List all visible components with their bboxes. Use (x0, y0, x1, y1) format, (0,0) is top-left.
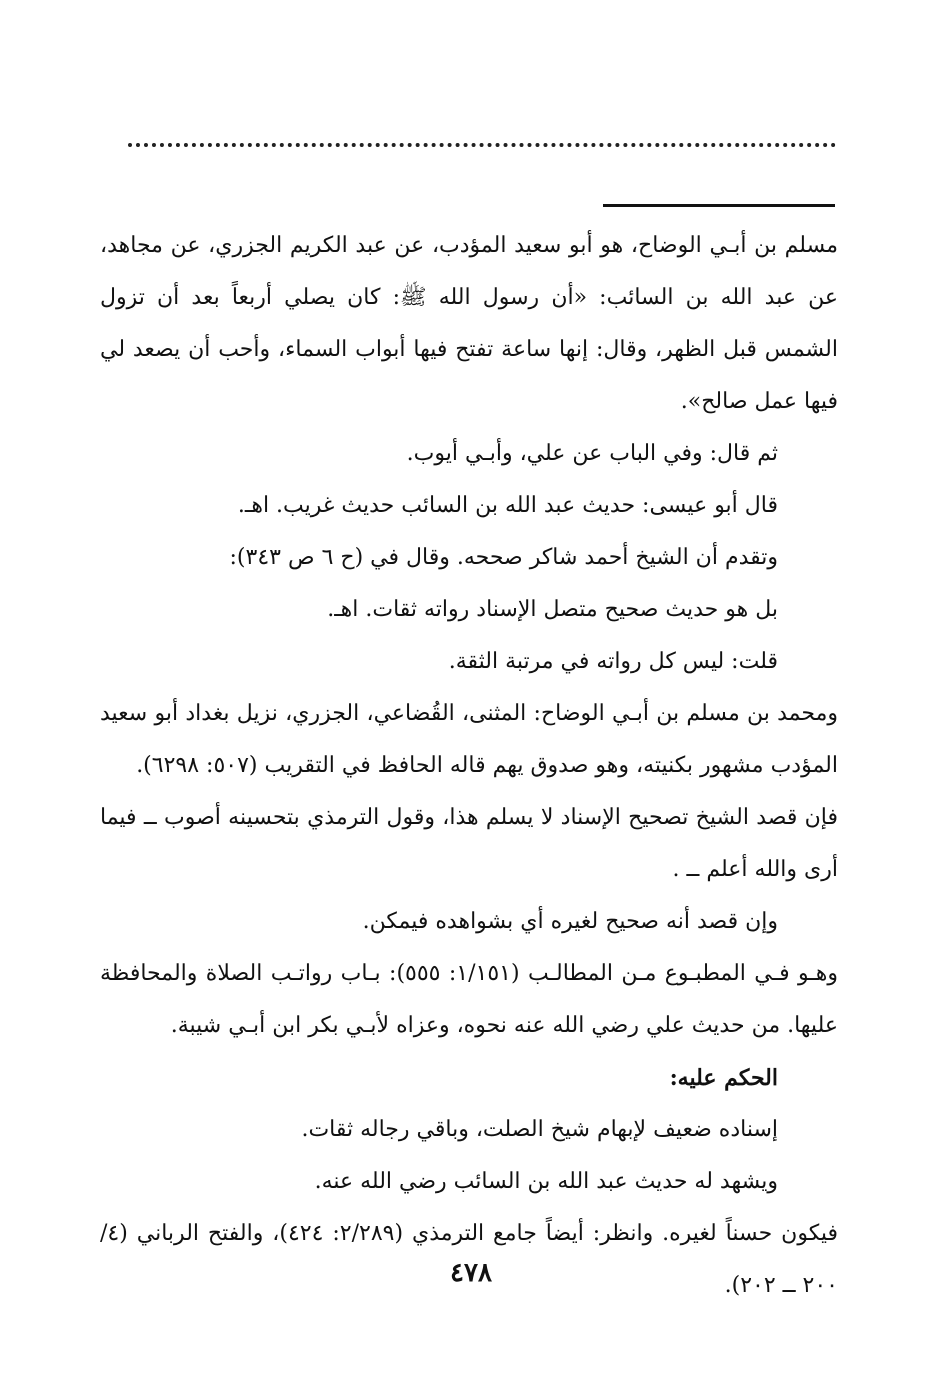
paragraph-li-ghayrihi: وإن قصد أنه صحيح لغيره أي بشواهده فيمكن. (362, 909, 778, 934)
page-number: ٤٧٨ (450, 1258, 492, 1288)
paragraph-matalib: وهـو فـي المطبـوع مـن المطالـب (١/١٥١: ٥٥٥): بـاب رواتـب الصلاة والمحافظة عليها. من حديث علي رضي الله عنه نحوه، وعزاه لأبـي بكر ابن أبـي شيبة. (100, 961, 839, 1038)
paragraph-narrator-bio: ومحمد بن مسلم بن أبـي الوضاح: المثنى، القُضاعي، الجزري، نزيل بغداد أبو سعيد المؤدب مشهور بكنيته، وهو صدوق يهم قاله الحافظ في التقريب (٥٠٧: ٦٢٩٨). (100, 701, 838, 778)
paragraph-conclusion: فيكون حسناً لغيره. وانظر: أيضاً جامع الترمذي (٢/٢٨٩: ٤٢٤)، والفتح الرباني (٤/ ٢٠٠ ــ ٢٠٢). (100, 1221, 838, 1298)
footnote-text (100, 220, 838, 1312)
dotted-separator (128, 143, 836, 147)
footnote-rule (603, 204, 835, 207)
paragraph-isnad: مسلم بن أبـي الوضاح، هو أبو سعيد المؤدب، عن عبد الكريم الجزري، عن مجاهد، عن عبد الله بن السائب: «أن رسول الله ﷺ: كان يصلي أربعاً بعد أن تزول الشمس قبل الظهر، وقال: إنها ساعة تفتح فيها أبواب السماء، وأحب أن يصعد لي فيها عمل صالح». (100, 233, 838, 414)
paragraph-shakir: وتقدم أن الشيخ أحمد شاكر صححه. وقال في (ح ٦ ص ٣٤٣): (229, 545, 778, 570)
paragraph-qultu: قلت: ليس كل رواته في مرتبة الثقة. (448, 649, 778, 674)
section-heading-hukm: الحكم عليه: (669, 1065, 778, 1091)
paragraph-isnad-daif: إسناده ضعيف لإبهام شيخ الصلت، وباقي رجاله ثقات. (301, 1117, 778, 1142)
paragraph-tirmidhi-note: ثم قال: وفي الباب عن علي، وأبـي أيوب. (406, 441, 778, 466)
paragraph-shahid: ويشهد له حديث عبد الله بن السائب رضي الله عنه. (314, 1169, 778, 1194)
paragraph-abu-isa: قال أبو عيسى: حديث عبد الله بن السائب حديث غريب. اهـ. (237, 493, 778, 518)
paragraph-sahih-quote: بل هو حديث صحيح متصل الإسناد رواته ثقات. اهـ. (327, 597, 778, 622)
paragraph-tashih: فإن قصد الشيخ تصحيح الإسناد لا يسلم هذا، وقول الترمذي بتحسينه أصوب ــ فيما أرى والله أعلم ــ . (100, 805, 838, 882)
